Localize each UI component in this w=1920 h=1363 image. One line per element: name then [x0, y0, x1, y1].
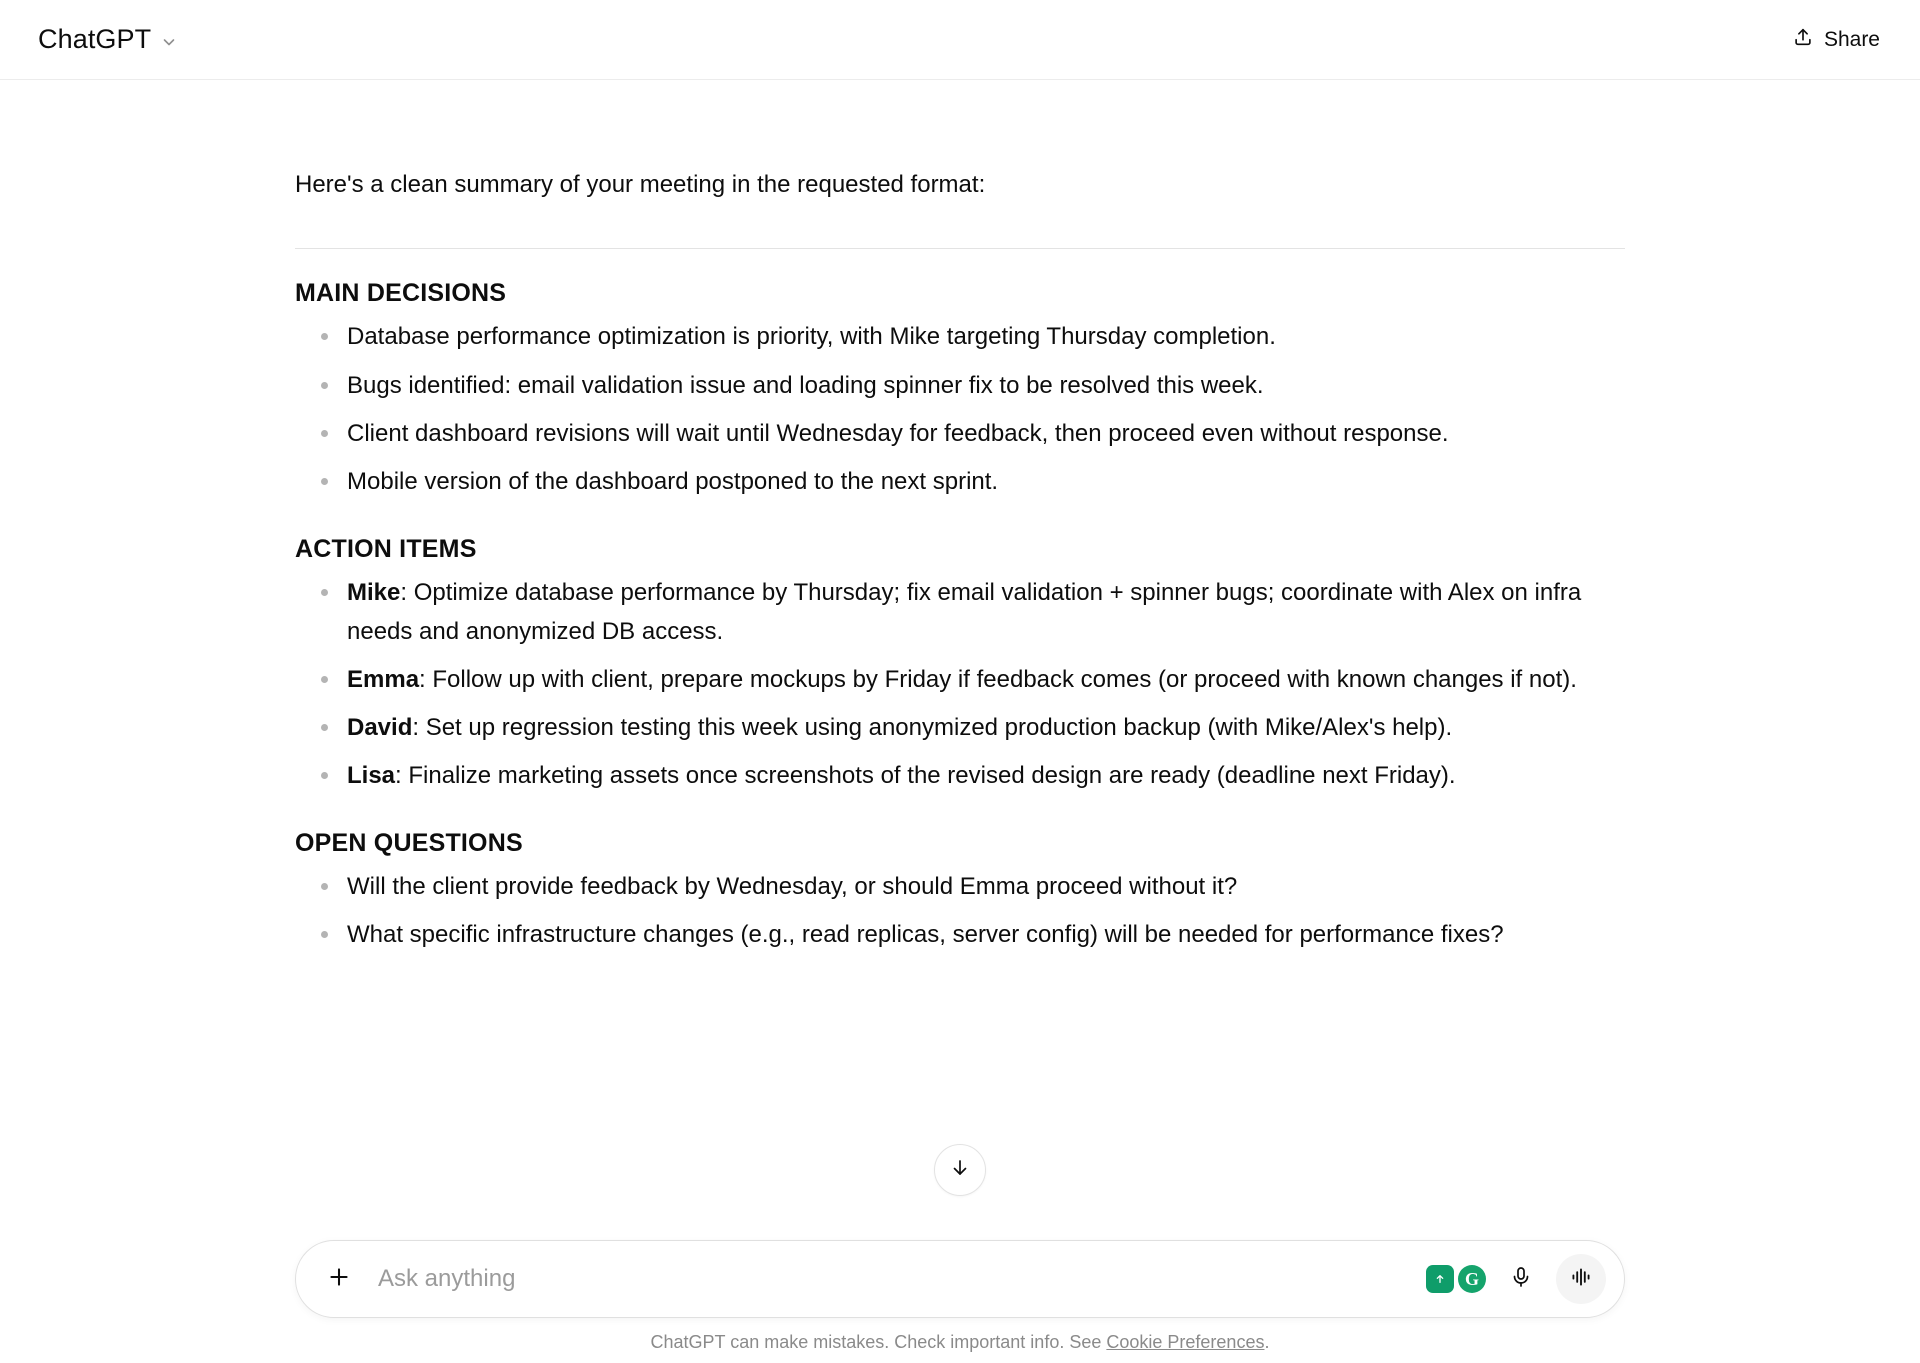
list-item [347, 414, 1625, 453]
list-item [347, 708, 1625, 747]
list-item-text: : Optimize database performance by Thursday; fix email validation + spinner bugs; coordinate with Alex on infra needs and anonymized DB access. [347, 578, 1582, 645]
section-heading-action-items: ACTION ITEMS [295, 534, 477, 563]
app-title: ChatGPT [38, 24, 152, 54]
footer-disclaimer [0, 1332, 1920, 1353]
share-upload-icon [1792, 26, 1814, 54]
list-item [347, 317, 1625, 356]
microphone-button[interactable] [1500, 1258, 1542, 1300]
message-input[interactable] [360, 1264, 1426, 1294]
person-name: David [347, 714, 413, 742]
plus-icon [326, 1264, 352, 1295]
horizontal-rule [295, 248, 1625, 249]
list-item-text: Mobile version of the dashboard postponed to the next sprint. [347, 467, 999, 495]
microphone-icon [1509, 1265, 1533, 1294]
list-item-text: : Set up regression testing this week using anonymized production backup (with Mike/Alex's help). [412, 714, 1453, 742]
list-action-items [295, 573, 1625, 796]
list-item [347, 573, 1625, 651]
chevron-down-icon [161, 34, 177, 50]
top-bar [0, 0, 1920, 80]
list-item-text: Client dashboard revisions will wait until Wednesday for feedback, then proceed even without response. [347, 419, 1449, 447]
assistant-message [295, 80, 1625, 955]
grammarly-upgrade-icon[interactable] [1426, 1265, 1454, 1293]
scroll-to-bottom-button[interactable] [934, 1144, 986, 1196]
share-button[interactable] [1780, 18, 1892, 62]
grammarly-group[interactable] [1426, 1265, 1486, 1293]
list-item-text: Bugs identified: email validation issue and loading spinner fix to be resolved this week. [347, 371, 1264, 399]
list-item-text: What specific infrastructure changes (e.g., read replicas, server config) will be needed for performance fixes? [347, 921, 1504, 949]
composer-icons [1426, 1254, 1606, 1304]
list-item-text: Database performance optimization is priority, with Mike targeting Thursday completion. [347, 323, 1276, 351]
section-heading-open-questions: OPEN QUESTIONS [295, 829, 523, 858]
section-heading-main-decisions: MAIN DECISIONS [295, 279, 507, 308]
list-item [347, 867, 1625, 906]
list-main-decisions [295, 317, 1625, 500]
footer-text-before: ChatGPT can make mistakes. Check important info. See [650, 1332, 1107, 1352]
list-item-text: : Follow up with client, prepare mockups by Friday if feedback comes (or proceed with known changes if not). [419, 666, 1577, 694]
grammarly-letter: G [1464, 1268, 1479, 1289]
person-name: Emma [347, 666, 420, 694]
list-item-text: : Finalize marketing assets once screenshots of the revised design are ready (deadline next Friday). [395, 762, 1456, 790]
voice-waveform-icon [1568, 1264, 1594, 1295]
list-item [347, 756, 1625, 795]
model-selector[interactable] [28, 18, 187, 61]
arrow-down-icon [948, 1156, 972, 1185]
composer[interactable] [295, 1240, 1625, 1318]
person-name: Mike [347, 578, 401, 606]
grammarly-icon[interactable] [1458, 1265, 1486, 1293]
person-name: Lisa [347, 762, 396, 790]
list-item [347, 366, 1625, 405]
cookie-preferences-link[interactable]: Cookie Preferences [1106, 1332, 1265, 1352]
list-item [347, 915, 1625, 954]
list-item [347, 660, 1625, 699]
list-item [347, 462, 1625, 501]
voice-mode-button[interactable] [1556, 1254, 1606, 1304]
conversation-scroll-area[interactable] [0, 80, 1920, 1363]
list-open-questions [295, 867, 1625, 954]
footer-text-after: . [1264, 1332, 1270, 1352]
share-label: Share [1823, 27, 1880, 51]
add-attachment-button[interactable] [318, 1258, 360, 1300]
composer-area [0, 1240, 1920, 1363]
message-intro: Here's a clean summary of your meeting in the requested format: [295, 171, 986, 198]
list-item-text: Will the client provide feedback by Wednesday, or should Emma proceed without it? [347, 873, 1238, 901]
